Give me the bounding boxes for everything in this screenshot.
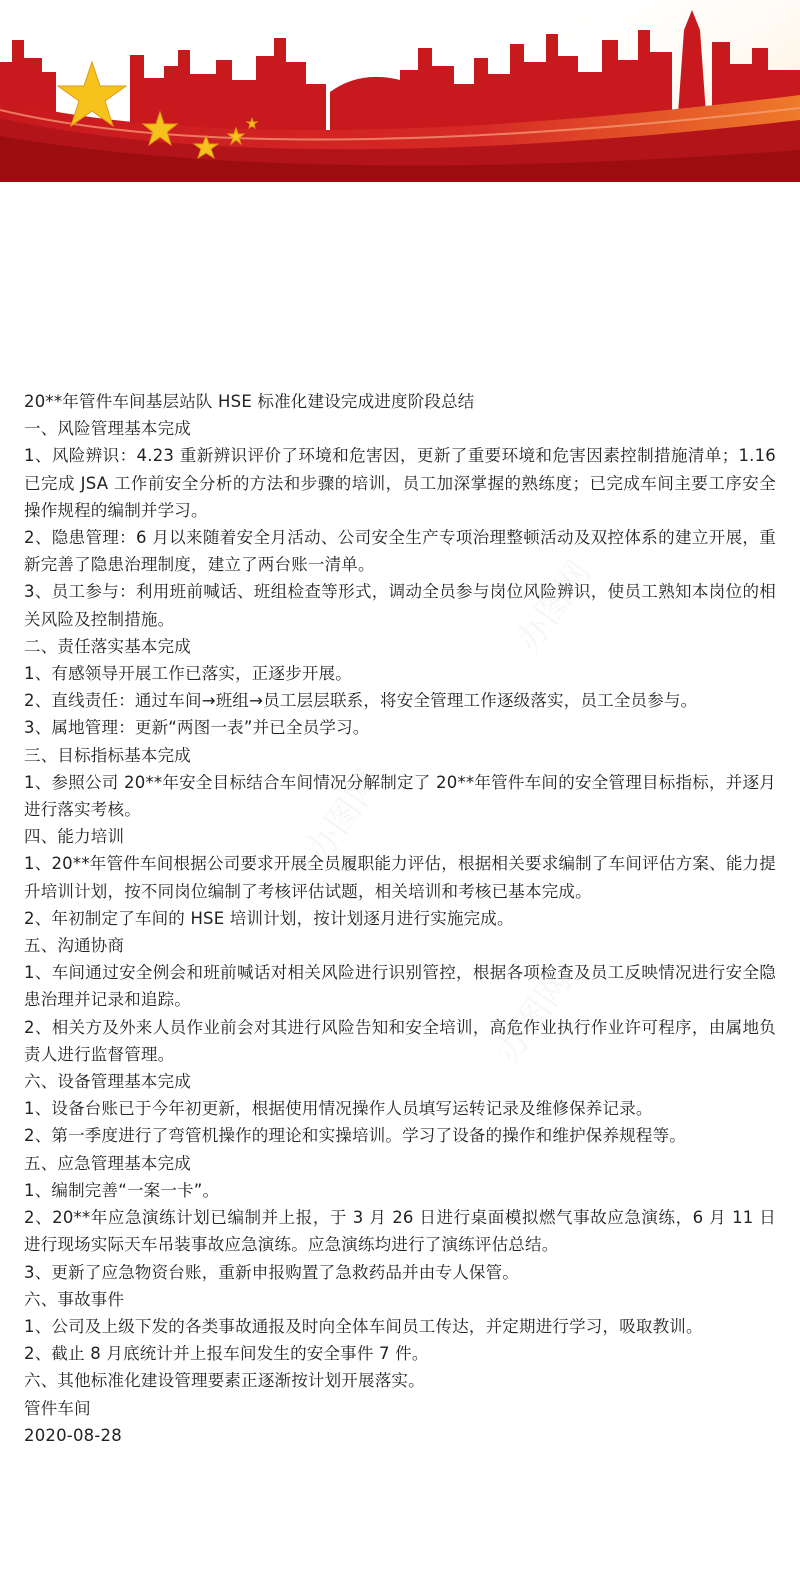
section-heading: 一、风险管理基本完成 xyxy=(24,419,191,439)
section-heading: 六、其他标准化建设管理要素正逐渐按计划开展落实。 xyxy=(24,1371,425,1391)
paragraph: 1、有感领导开展工作已落实，正逐步开展。 xyxy=(24,664,352,684)
signature-department: 管件车间 xyxy=(24,1398,91,1418)
paragraph: 1、公司及上级下发的各类事故通报及时向全体车间员工传达，并定期进行学习，吸取教训。 xyxy=(24,1316,703,1336)
paragraph: 1、车间通过安全例会和班前喊话对相关风险进行识别管控，根据各项检查及员工反映情况进行安全隐患治理并记录和追踪。 xyxy=(24,963,776,1010)
paragraph: 1、参照公司 20**年安全目标结合车间情况分解制定了 20**年管件车间的安全管理目标指标，并逐月进行落实考核。 xyxy=(24,772,776,820)
section-heading: 二、责任落实基本完成 xyxy=(24,636,191,656)
paragraph: 2、第一季度进行了弯管机操作的理论和实操培训。学习了设备的操作和维护保养规程等。 xyxy=(24,1126,686,1146)
city-skyline-illustration xyxy=(0,0,800,182)
section-heading: 五、沟通协商 xyxy=(24,936,125,956)
header-banner xyxy=(0,0,800,182)
paragraph: 3、更新了应急物资台账，重新申报购置了急救药品并由专人保管。 xyxy=(24,1262,519,1282)
document-title: 20**年管件车间基层站队 HSE 标准化建设完成进度阶段总结 xyxy=(24,392,475,411)
section-heading: 三、目标指标基本完成 xyxy=(24,745,191,765)
section-heading: 六、设备管理基本完成 xyxy=(24,1072,191,1092)
paragraph: 3、员工参与：利用班前喊话、班组检查等形式，调动全员参与岗位风险辨识，使员工熟知本岗位的相关风险及控制措施。 xyxy=(24,582,776,629)
paragraph: 1、20**年管件车间根据公司要求开展全员履职能力评估，根据相关要求编制了车间评估方案、能力提升培训计划，按不同岗位编制了考核评估试题，相关培训和考核已基本完成。 xyxy=(24,854,776,901)
paragraph: 2、截止 8 月底统计并上报车间发生的安全事件 7 件。 xyxy=(24,1344,429,1364)
section-heading: 四、能力培训 xyxy=(24,827,125,847)
paragraph: 3、属地管理：更新“两图一表”并已全员学习。 xyxy=(24,718,370,738)
document-body xyxy=(24,388,776,1449)
paragraph: 2、直线责任：通过车间→班组→员工层层联系，将安全管理工作逐级落实，员工全员参与。 xyxy=(24,691,698,711)
section-heading: 五、应急管理基本完成 xyxy=(24,1153,191,1173)
signature-date: 2020-08-28 xyxy=(24,1425,122,1445)
paragraph: 1、设备台账已于今年初更新，根据使用情况操作人员填写运转记录及维修保养记录。 xyxy=(24,1099,653,1119)
paragraph: 2、相关方及外来人员作业前会对其进行风险告知和安全培训，高危作业执行作业许可程序，由属地负责人进行监督管理。 xyxy=(24,1017,776,1064)
paragraph: 1、编制完善“一案一卡”。 xyxy=(24,1180,220,1200)
paragraph: 2、20**年应急演练计划已编制并上报，于 3 月 26 日进行桌面模拟燃气事故应急演练，6 月 11 日进行现场实际天车吊装事故应急演练。应急演练均进行了演练评估总结。 xyxy=(24,1208,776,1255)
section-heading: 六、事故事件 xyxy=(24,1289,125,1309)
paragraph: 1、风险辨识：4.23 重新辨识评价了环境和危害因，更新了重要环境和危害因素控制措施清单；1.16 已完成 JSA 工作前安全分析的方法和步骤的培训，员工加深掌握的熟练度；已完成车间主要工序安全操作规程的编制并学习。 xyxy=(24,446,776,520)
paragraph: 2、年初制定了车间的 HSE 培训计划，按计划逐月进行实施完成。 xyxy=(24,908,514,928)
paragraph: 2、隐患管理：6 月以来随着安全月活动、公司安全生产专项治理整顿活动及双控体系的建立开展，重新完善了隐患治理制度，建立了两台账一清单。 xyxy=(24,528,776,575)
